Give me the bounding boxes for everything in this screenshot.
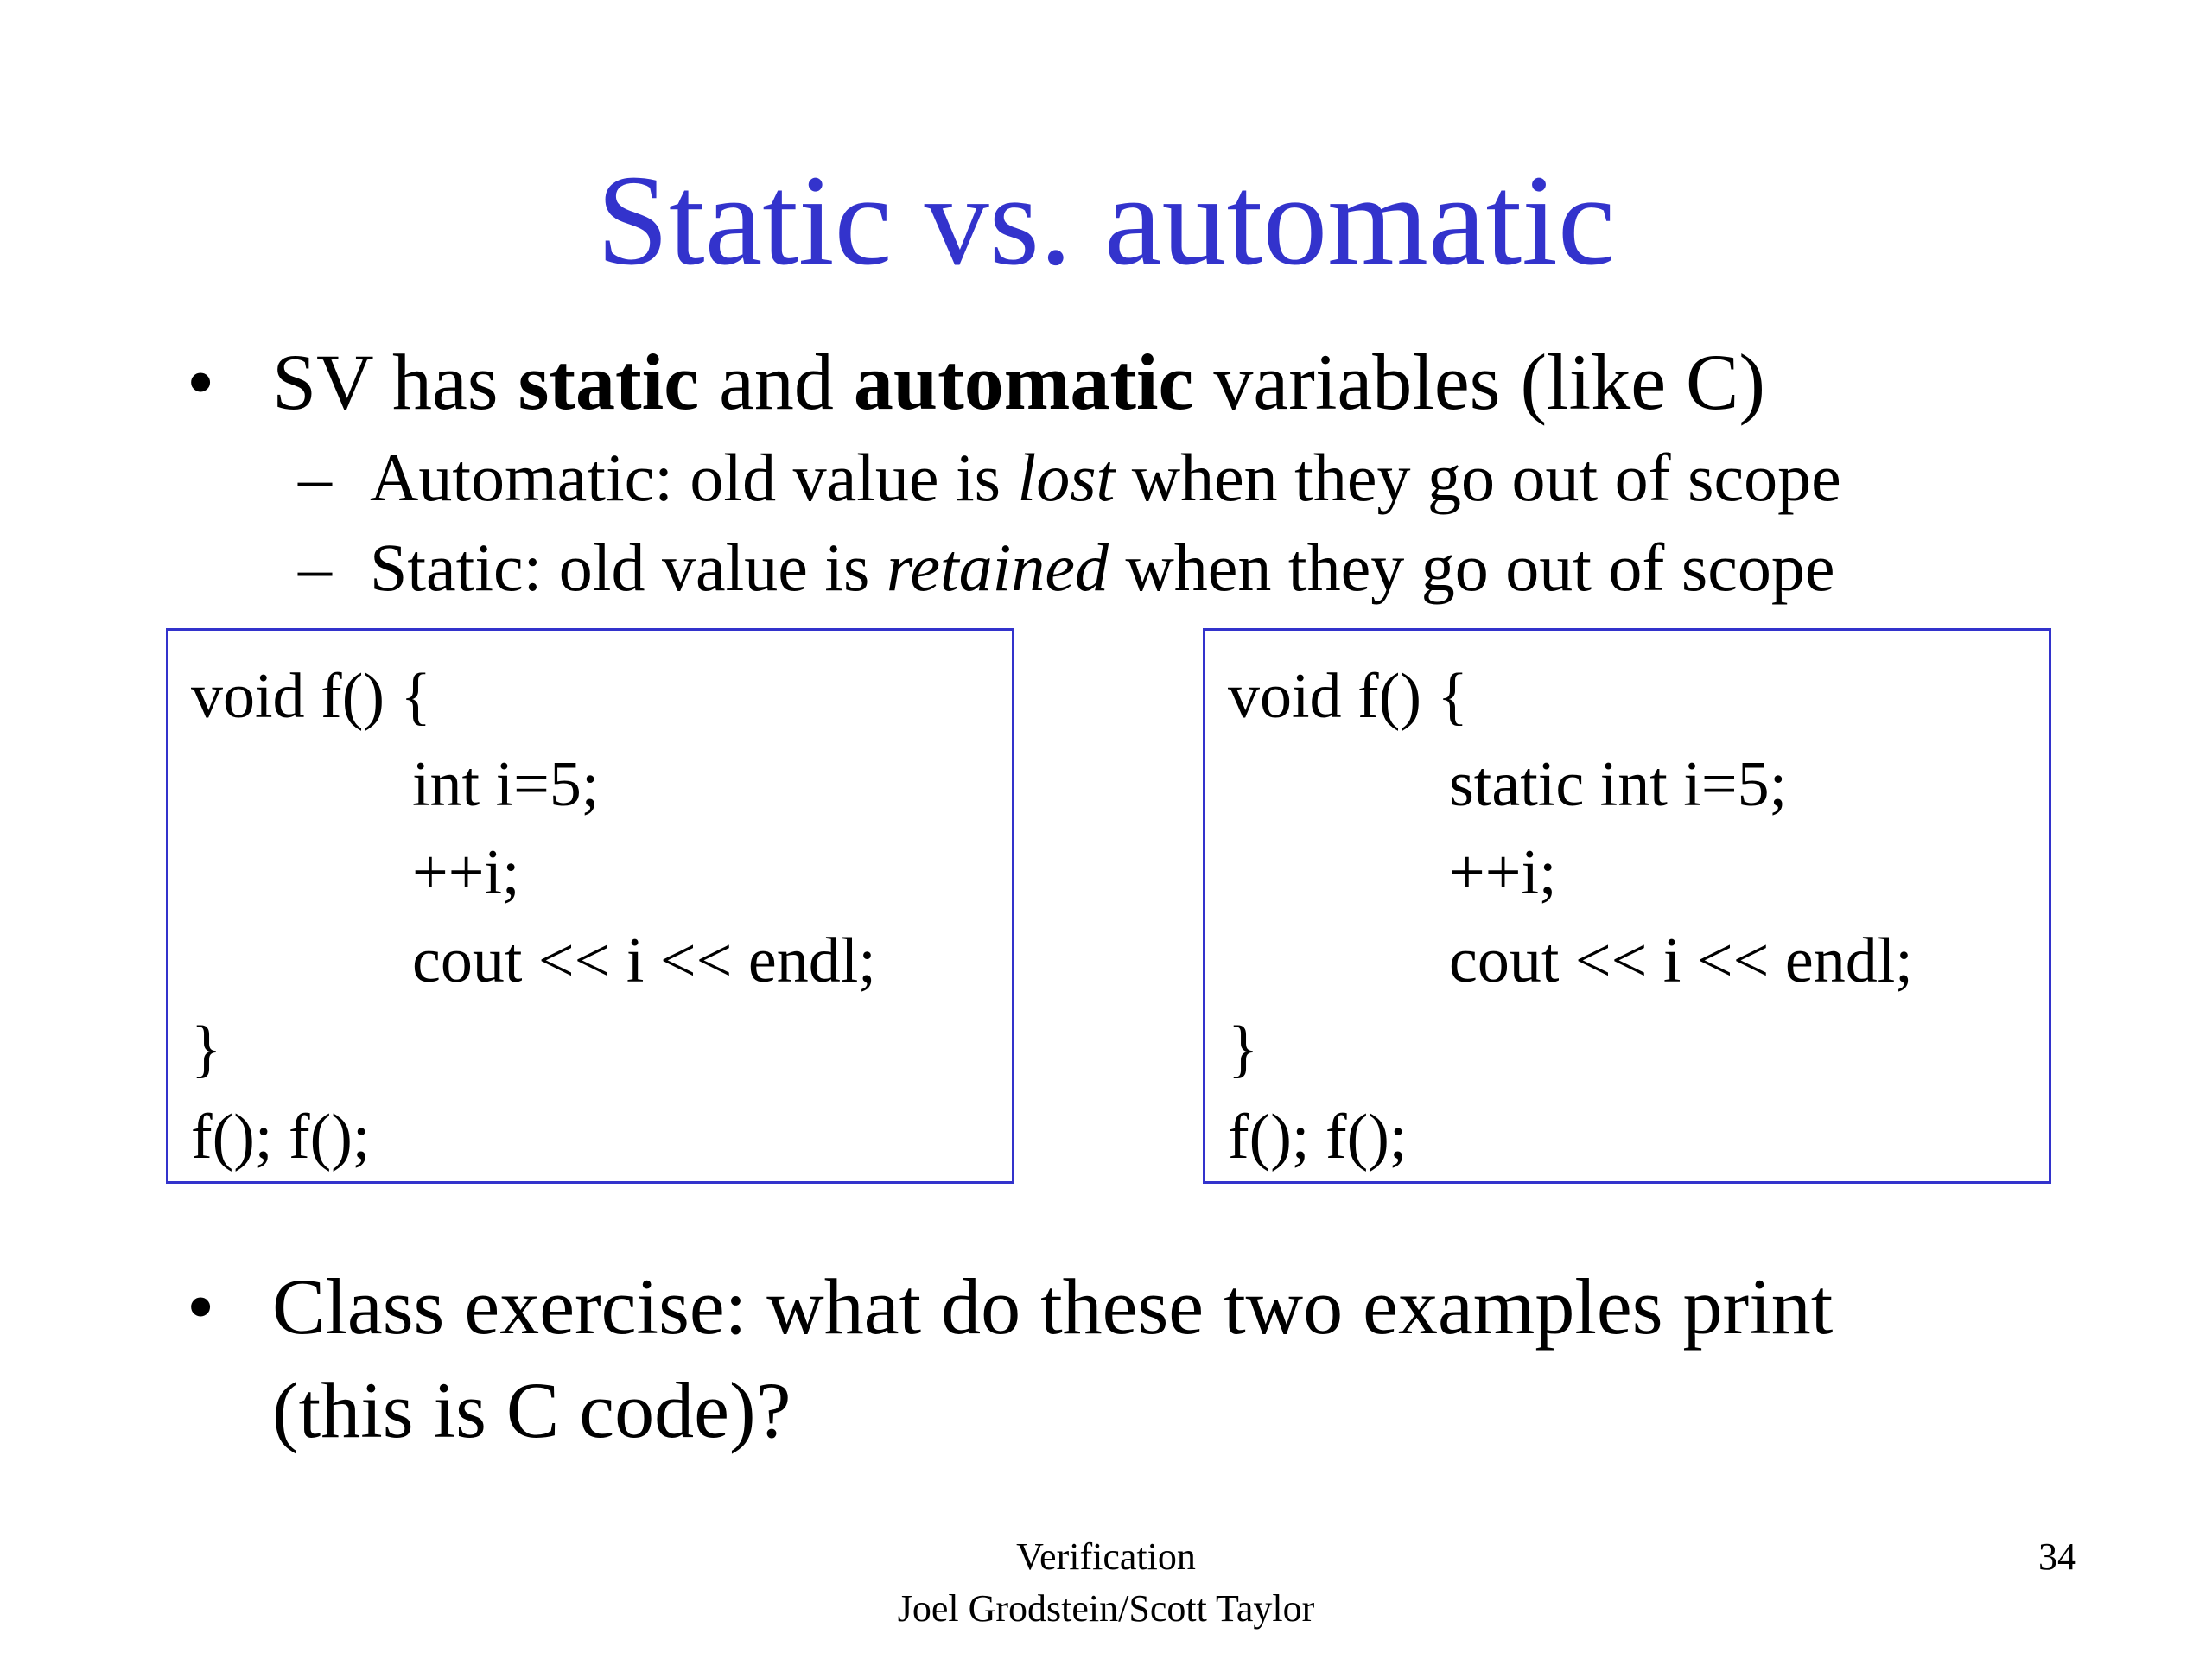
bullet-text-line1: Class exercise: what do these two examples print <box>272 1262 1834 1351</box>
bullet-marker: • <box>187 338 215 426</box>
sub-bullet-marker: – <box>298 440 332 515</box>
code-line: void f() { <box>191 661 432 732</box>
code-line: cout << i << endl; <box>1449 925 1913 996</box>
code-line: } <box>191 1014 222 1084</box>
sub-italic-retained: retained <box>886 530 1109 605</box>
code-box-automatic <box>166 628 1014 1184</box>
code-line: ++i; <box>412 837 520 908</box>
sub-text-part: when they go out of scope <box>1108 530 1835 605</box>
code-line: cout << i << endl; <box>412 925 876 996</box>
footer-authors: Joel Grodstein/Scott Taylor <box>897 1587 1315 1630</box>
sub-italic-lost: lost <box>1017 440 1116 515</box>
code-line: static int i=5; <box>1449 749 1788 820</box>
slide-title: Static vs. automatic <box>596 149 1616 292</box>
bullet-bold-automatic: automatic <box>853 338 1194 426</box>
bullet-text-line2: (this is C code)? <box>272 1366 791 1454</box>
code-line: ++i; <box>1449 837 1557 908</box>
code-line: int i=5; <box>412 749 600 820</box>
code-line: f(); f(); <box>1228 1102 1408 1173</box>
bullet-text-part: SV has <box>272 338 518 426</box>
sub-bullet-text <box>370 435 1841 521</box>
bullet-marker: • <box>187 1262 215 1351</box>
footer-topic: Verification <box>1016 1535 1196 1578</box>
code-line: } <box>1228 1014 1259 1084</box>
sub-text-part: when they go out of scope <box>1115 440 1841 515</box>
bullet-bold-static: static <box>518 338 700 426</box>
sub-bullet-text <box>370 524 1834 611</box>
bullet-text-part: variables (like C) <box>1193 338 1766 426</box>
sub-text-part: Static: old value is <box>370 530 887 605</box>
code-line: f(); f(); <box>191 1102 371 1173</box>
code-line: void f() { <box>1228 661 1469 732</box>
bullet-text <box>272 330 1765 434</box>
bullet-text-part: and <box>699 338 854 426</box>
page-number: 34 <box>2038 1535 2076 1578</box>
sub-bullet-marker: – <box>298 530 332 605</box>
sub-text-part: Automatic: old value is <box>370 440 1018 515</box>
code-box-static <box>1203 628 2051 1184</box>
